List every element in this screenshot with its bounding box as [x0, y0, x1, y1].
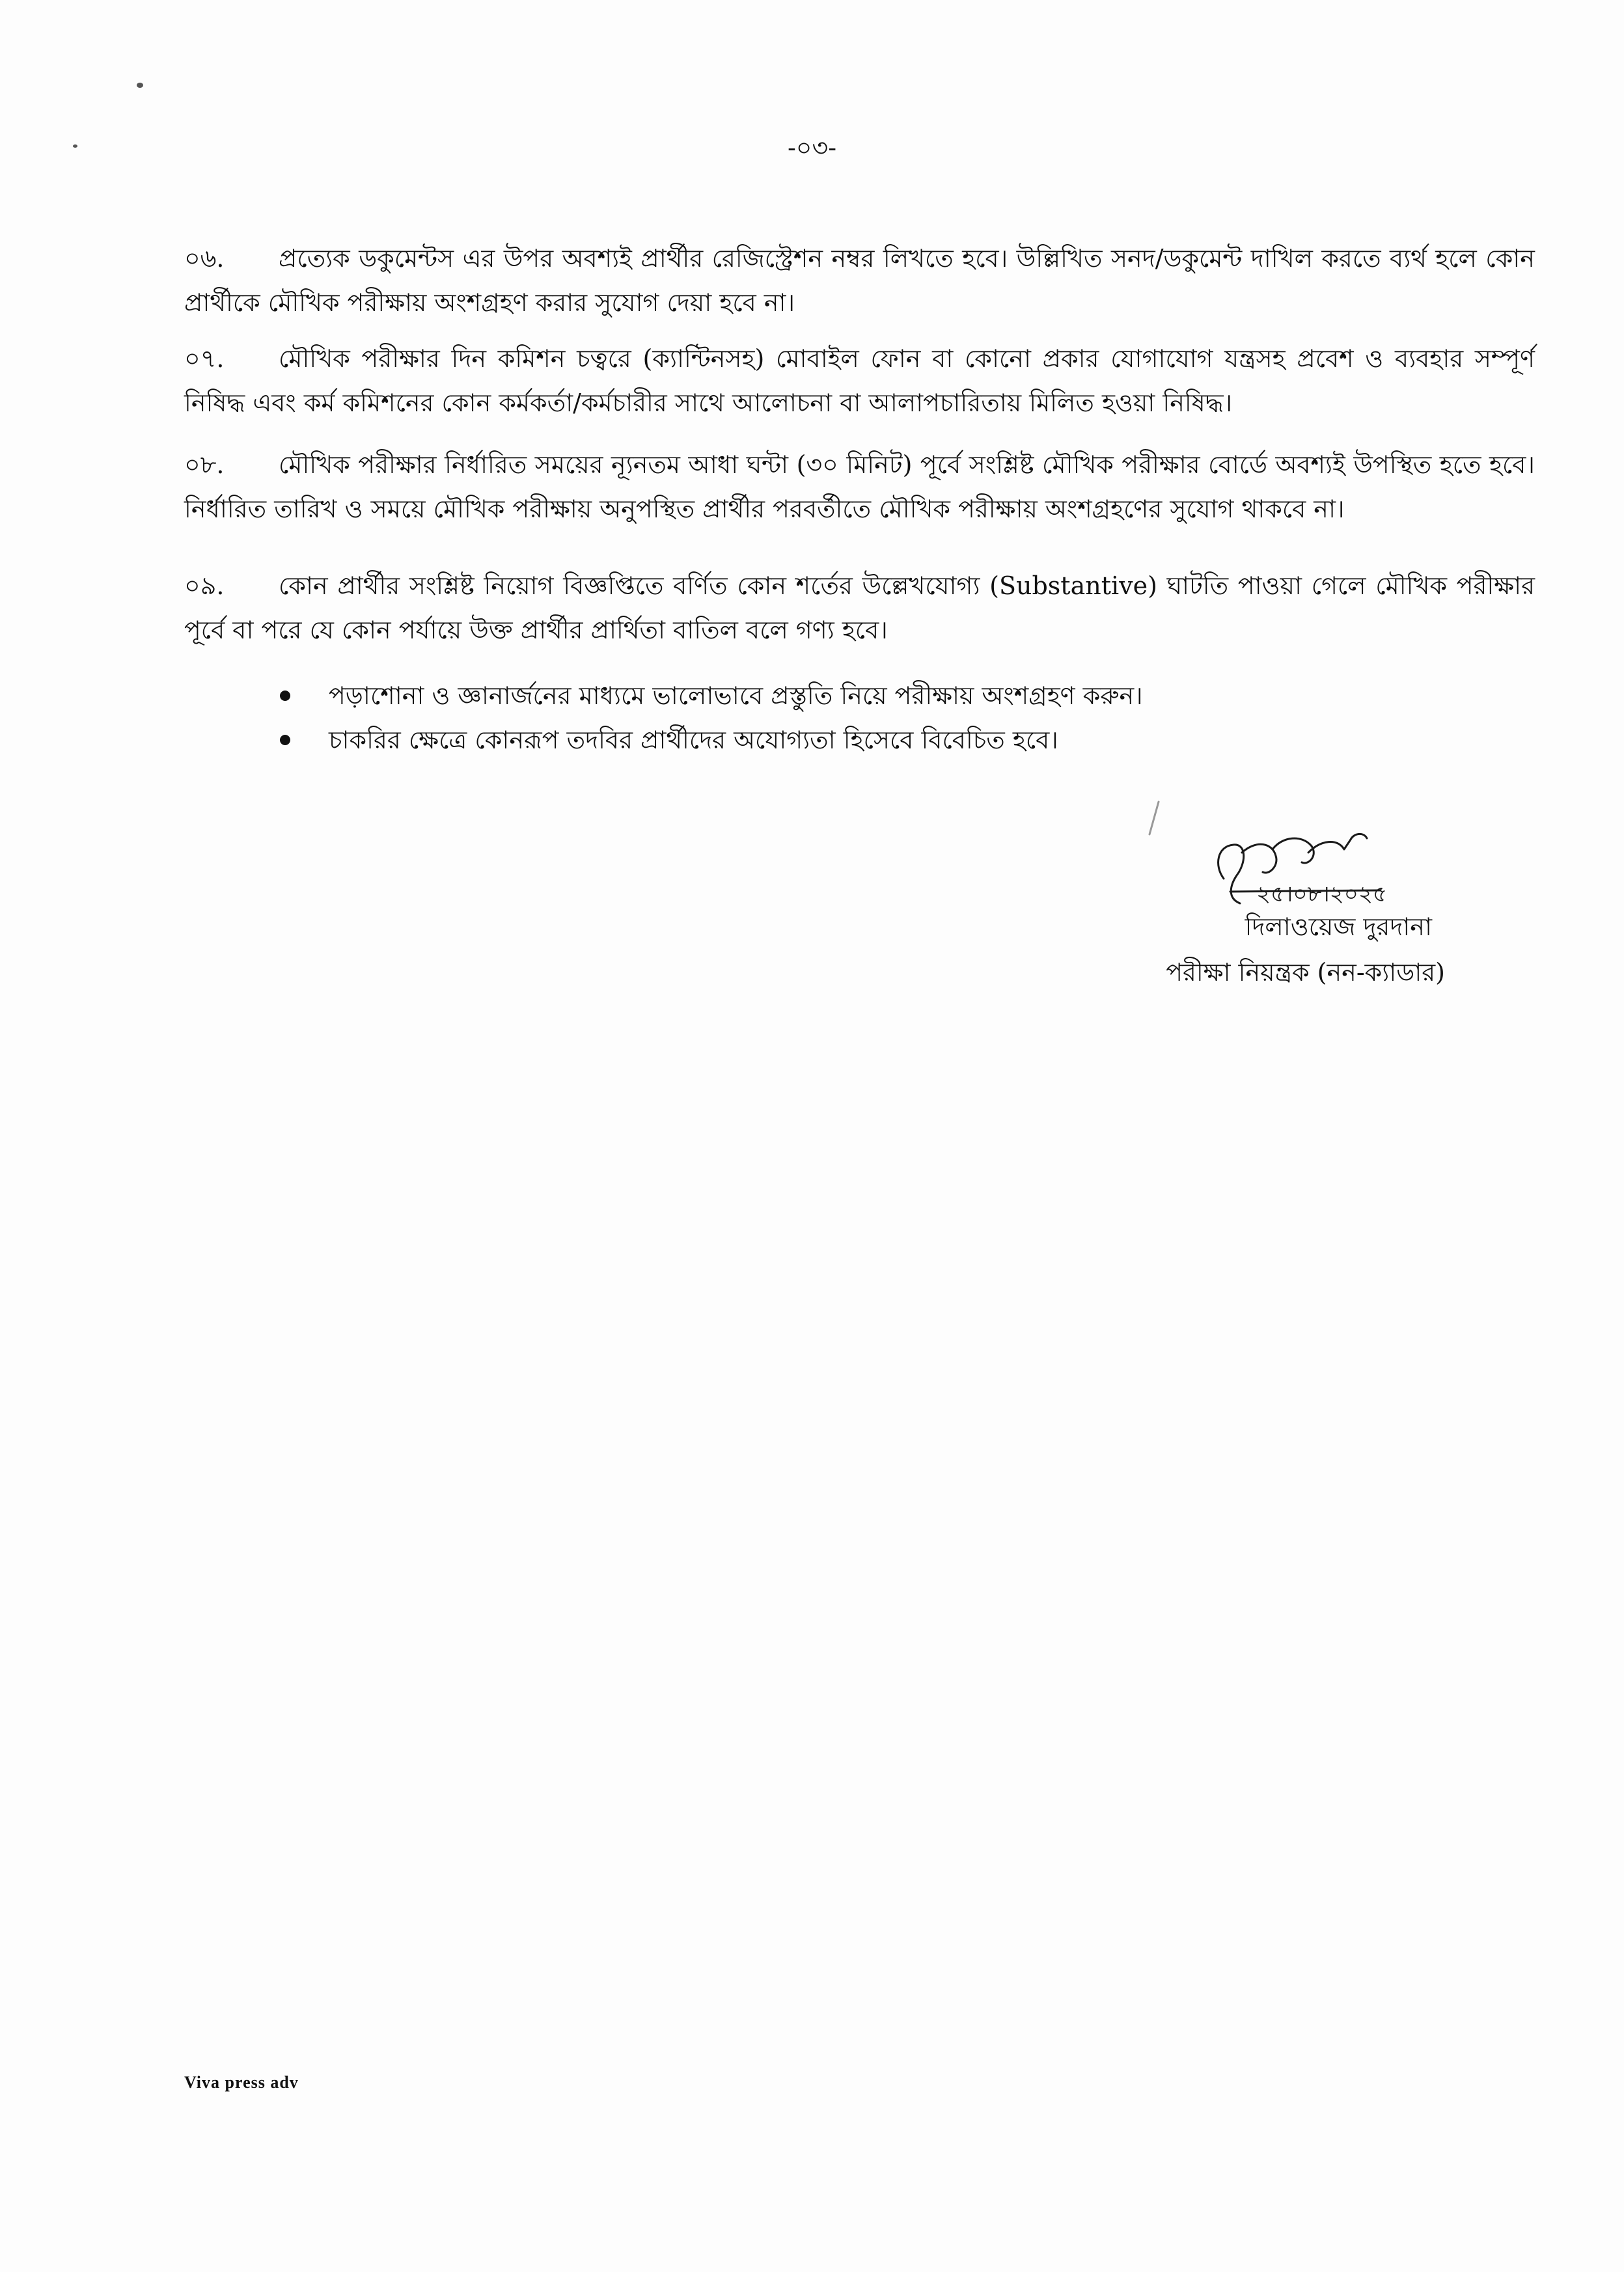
clause-07 [184, 336, 1535, 425]
clause-text: মৌখিক পরীক্ষার দিন কমিশন চত্বরে (ক্যান্টিনসহ) মোবাইল ফোন বা কোনো প্রকার যোগাযোগ যন্ত্রসহ প্রবেশ ও ব্যবহার সম্পূর্ণ নিষিদ্ধ এবং কর্ম কমিশনের কোন কর্মকর্তা/কর্মচারীর সাথে আলোচনা বা আলাপচারিতায় মিলিত হওয়া নিষিদ্ধ। [184, 344, 1535, 417]
signer-title: পরীক্ষা নিয়ন্ত্রক (নন-ক্যাডার) [1166, 958, 1445, 987]
clause-text: কোন প্রার্থীর সংশ্লিষ্ট নিয়োগ বিজ্ঞপ্তিতে বর্ণিত কোন শর্তের উল্লেখযোগ্য (Substantive) ঘাটতি পাওয়া গেলে মৌখিক পরীক্ষার পূর্বে বা পরে যে কোন পর্যায়ে উক্ত প্রার্থীর প্রার্থিতা বাতিল বলে গণ্য হবে। [184, 571, 1535, 644]
signer-name: দিলাওয়েজ দুরদানা [1245, 912, 1432, 941]
clause-number: ০৮. [184, 450, 225, 479]
list-item-text: পড়াশোনা ও জ্ঞানার্জনের মাধ্যমে ভালোভাবে প্রস্তুতি নিয়ে পরীক্ষায় অংশগ্রহণ করুন। [329, 681, 1143, 710]
clause-text: মৌখিক পরীক্ষার নির্ধারিত সময়ের ন্যূনতম আধা ঘন্টা (৩০ মিনিট) পূর্বে সংশ্লিষ্ট মৌখিক পরীক্ষার বোর্ডে অবশ্যই উপস্থিত হতে হবে। নির্ধারিত তারিখ ও সময়ে মৌখিক পরীক্ষায় অনুপস্থিত প্রার্থীর পরবর্তীতে মৌখিক পরীক্ষায় অংশগ্রহণের সুযোগ থাকবে না। [184, 450, 1535, 523]
clause-number: ০৬. [184, 244, 225, 273]
signature-block [1120, 827, 1458, 996]
clause-08 [184, 443, 1535, 531]
clause-text: প্রত্যেক ডকুমেন্টস এর উপর অবশ্যই প্রার্থীর রেজিস্ট্রেশন নম্বর লিখতে হবে। উল্লিখিত সনদ/ডকুমেন্ট দাখিল করতে ব্যর্থ হলে কোন প্রার্থীকে মৌখিক পরীক্ষায় অংশগ্রহণ করার সুযোগ দেয়া হবে না। [184, 244, 1535, 317]
scan-speck [137, 83, 143, 88]
footer-note: Viva press adv [184, 2073, 299, 2092]
clause-09 [184, 564, 1535, 652]
clause-number: ০৯. [184, 571, 225, 600]
bullet-dot-icon [280, 735, 290, 745]
signature-date: ২৫।০৮।২০২৫ [1256, 881, 1388, 907]
bullet-dot-icon [280, 691, 290, 701]
list-item [280, 718, 1517, 762]
list-item [280, 674, 1517, 718]
clause-06 [184, 236, 1535, 325]
list-item-text: চাকরির ক্ষেত্রে কোনরূপ তদবির প্রার্থীদের অযোগ্যতা হিসেবে বিবেচিত হবে। [329, 726, 1058, 754]
bullet-list [280, 674, 1517, 762]
clause-number: ০৭. [184, 344, 225, 373]
handwritten-signature [1211, 827, 1393, 918]
page-number: -০৩- [787, 133, 837, 162]
